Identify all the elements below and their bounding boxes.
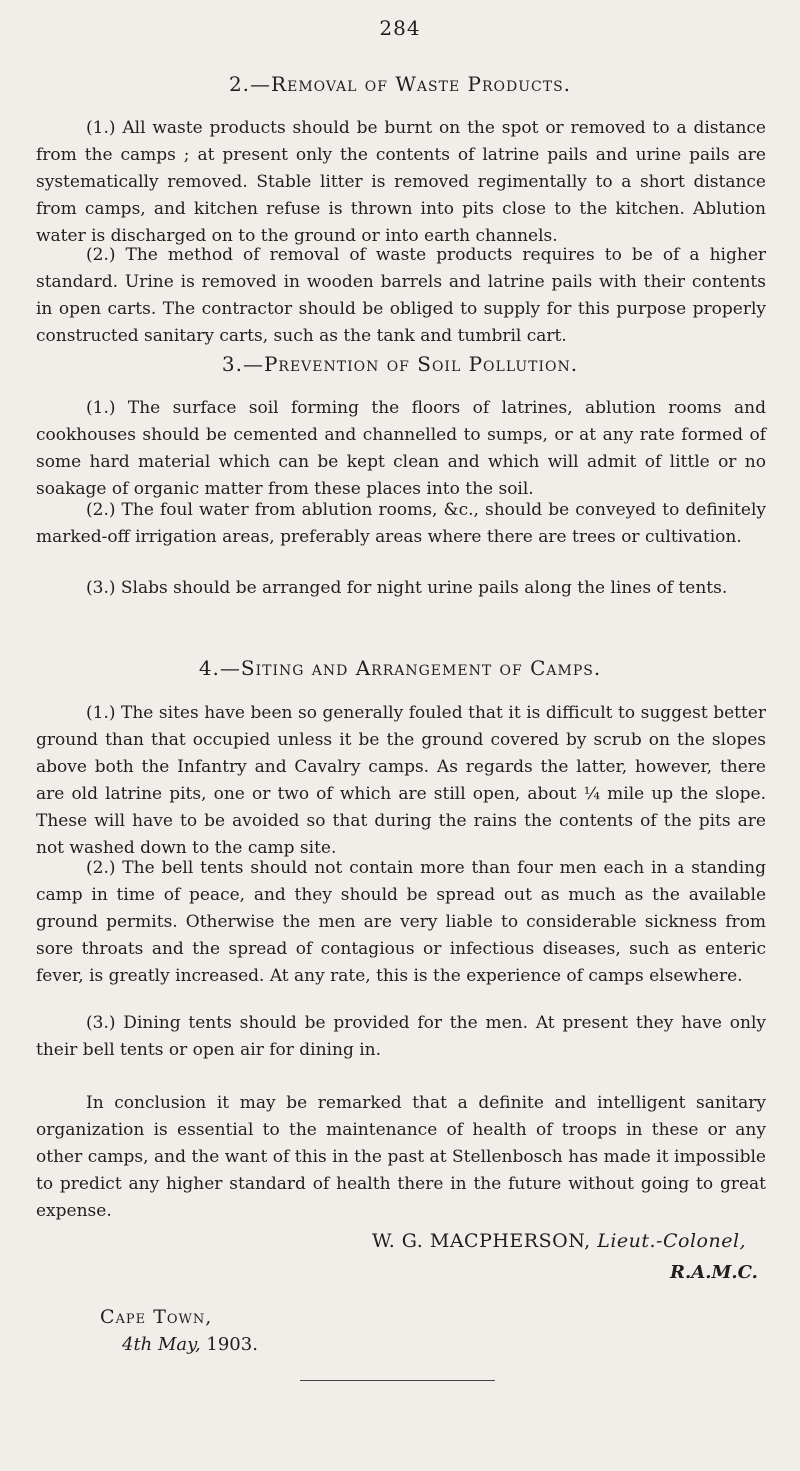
paragraph-waste-1: (1.) All waste products should be burnt on the spot or removed to a distance from the camps ; at present only the contents of latrine pails and urine pails are systematically removed. Stable litter is removed regimentally to a short distance from camps, and kitchen refuse is thrown into pits close to the kitchen. Ablution water is discharged on to the ground or into earth channels.: [36, 118, 766, 246]
page-number: 284: [379, 16, 421, 40]
paragraph-waste-2: (2.) The method of removal of waste products requires to be of a higher standard. Urine is removed in wooden barrels and latrine pails with their contents in open carts. The contractor should be obliged to supply for this purpose properly constructed sanitary carts, such as the tank and tumbril cart.: [36, 245, 766, 346]
paragraph-soil-3: (3.) Slabs should be arranged for night urine pails along the lines of tents.: [86, 578, 728, 598]
date: [122, 1334, 258, 1355]
signature-degree: R.A.M.C.: [670, 1262, 758, 1283]
section-heading-removal-of-waste: 2.—Removal of Waste Products.: [228, 72, 572, 96]
paragraph-siting-3: (3.) Dining tents should be provided for the men. At present they have only their bell tents or open air for dining in.: [36, 1013, 766, 1060]
footer-rule: [300, 1380, 495, 1381]
paragraph-soil-2: (2.) The foul water from ablution rooms, &c., should be conveyed to definitely marked-off irrigation areas, preferably areas where there are trees or cultivation.: [36, 500, 766, 547]
signature-rank: Lieut.-Colonel,: [597, 1230, 747, 1252]
date-year: 1903.: [206, 1334, 258, 1355]
paragraph-conclusion: In conclusion it may be remarked that a definite and intelligent sanitary organization is essential to the maintenance of health of troops in these or any other camps, and the want of this in the past at Stellenbosch has made it impossible to predict any higher standard of health there in the future without going to great expense.: [36, 1093, 766, 1221]
paragraph-soil-1: (1.) The surface soil forming the floors of latrines, ablution rooms and cookhouses should be cemented and channelled to sumps, or at any rate formed of some hard material which can be kept clean and which will admit of little or no soakage of organic matter from these places into the soil.: [36, 398, 766, 499]
signature-line: [372, 1230, 746, 1252]
date-day: 4th May,: [122, 1334, 201, 1355]
section-heading-soil-pollution: 3.—Prevention of Soil Pollution.: [221, 352, 579, 376]
paragraph-siting-2: (2.) The bell tents should not contain more than four men each in a standing camp in time of peace, and they should be spread out as much as the available ground permits. Otherwise the men are very liable to considerable sickness from sore throats and the spread of contagious or infectious diseases, such as enteric fever, is greatly increased. At any rate, this is the experience of camps elsewhere.: [36, 858, 766, 986]
paragraph-siting-1: (1.) The sites have been so generally fouled that it is difficult to suggest better ground than that occupied unless it be the ground covered by scrub on the slopes above both the Infantry and Cavalry camps. As regards the latter, however, there are old latrine pits, one or two of which are still open, about ¼ mile up the slope. These will have to be avoided so that during the rains the contents of the pits are not washed down to the camp site.: [36, 703, 766, 858]
place: Cape Town,: [100, 1306, 213, 1328]
section-heading-siting-of-camps: 4.—Siting and Arrangement of Camps.: [198, 656, 602, 680]
signature-name: W. G. MACPHERSON,: [372, 1230, 591, 1252]
